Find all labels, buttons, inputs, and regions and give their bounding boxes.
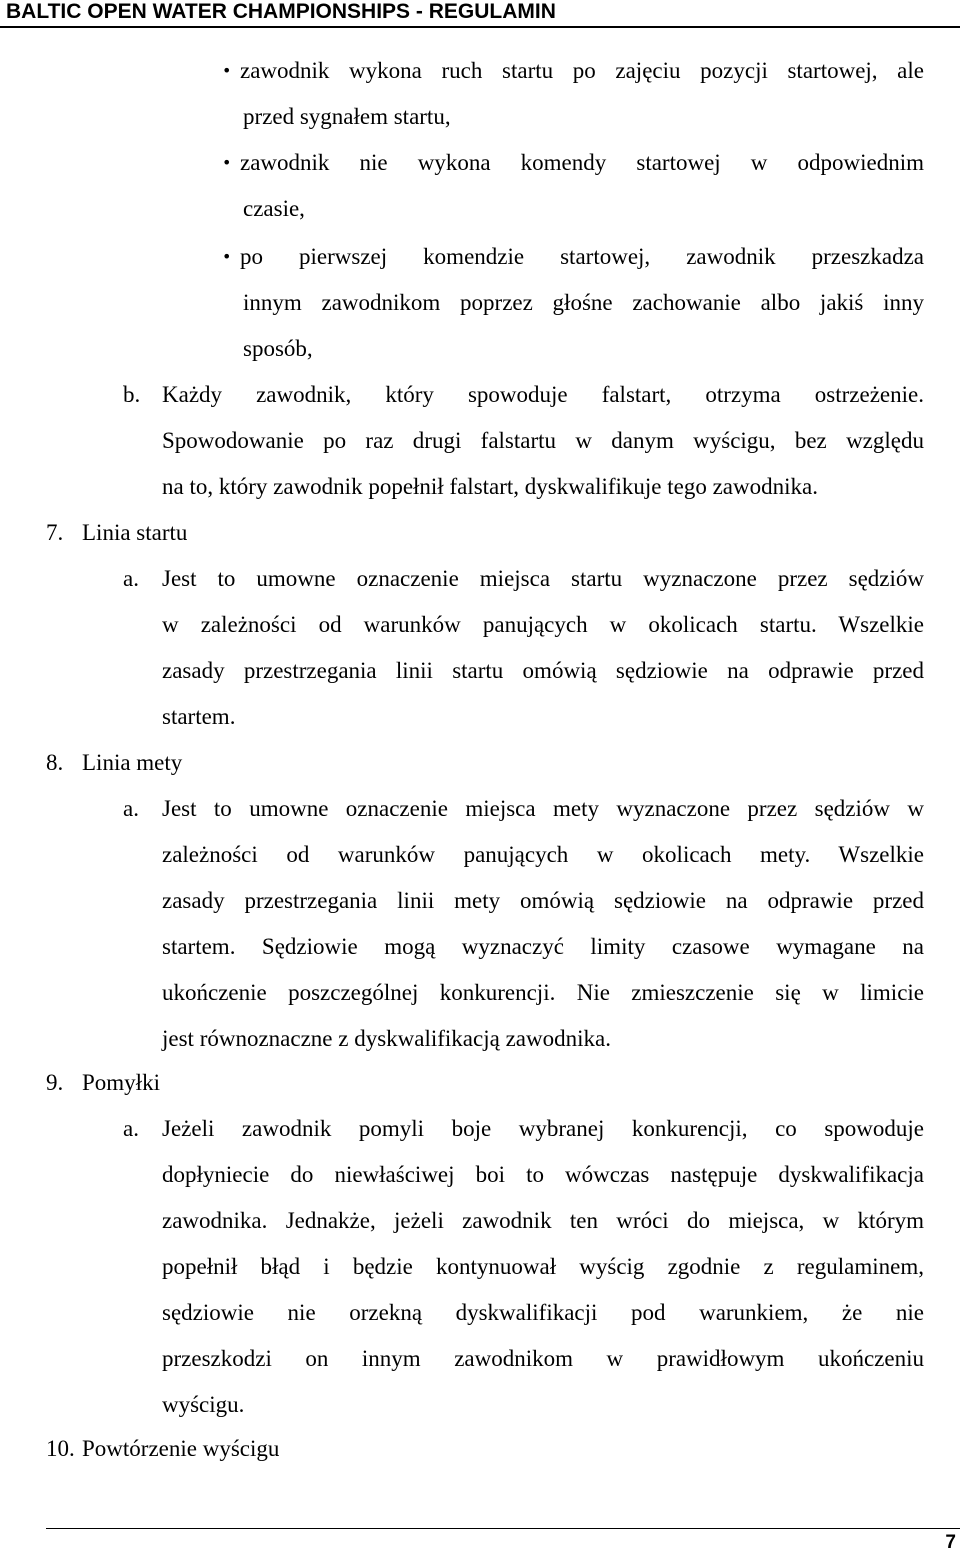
bullet-icon: • bbox=[222, 153, 232, 172]
section-number: 10. bbox=[46, 1436, 75, 1461]
item-b-line-2: Spowodowanie po raz drugi falstartu w danym wyścigu, bez względu bbox=[162, 428, 924, 453]
item-b-line-1: Każdy zawodnik, który spowoduje falstart, otrzyma ostrzeżenie. bbox=[162, 382, 924, 407]
section-7-line-3: zasady przestrzegania linii startu omówią sędziowie na odprawie przed bbox=[162, 658, 924, 683]
section-8-line-6: jest równoznaczne z dyskwalifikacją zawodnika. bbox=[162, 1026, 611, 1051]
bullet-icon: • bbox=[222, 247, 232, 266]
section-8-line-5: ukończenie poszczególnej konkurencji. Nie zmieszczenie się w limicie bbox=[162, 980, 924, 1005]
list-marker: a. bbox=[123, 796, 139, 821]
section-number: 9. bbox=[46, 1070, 64, 1095]
section-8-line-2: zależności od warunków panujących w okolicach mety. Wszelkie bbox=[162, 842, 924, 867]
bullet-1-line-2: przed sygnałem startu, bbox=[243, 104, 451, 129]
section-9-line-6: przeszkodzi on innym zawodnikom w prawidłowym ukończeniu bbox=[162, 1346, 924, 1371]
bullet-2-line-1: zawodnik nie wykona komendy startowej w odpowiednim bbox=[240, 150, 924, 175]
section-9-line-3: zawodnika. Jednakże, jeżeli zawodnik ten wróci do miejsca, w którym bbox=[162, 1208, 924, 1233]
section-7-line-4: startem. bbox=[162, 704, 236, 729]
list-marker: b. bbox=[123, 382, 141, 407]
section-title: Powtórzenie wyścigu bbox=[82, 1436, 280, 1461]
bullet-1-line-1: zawodnik wykona ruch startu po zajęciu pozycji startowej, ale bbox=[240, 58, 924, 83]
bullet-2-line-2: czasie, bbox=[243, 196, 305, 221]
list-marker: a. bbox=[123, 566, 139, 591]
section-7-line-2: w zależności od warunków panujących w okolicach startu. Wszelkie bbox=[162, 612, 924, 637]
section-8-line-3: zasady przestrzegania linii mety omówią sędziowie na odprawie przed bbox=[162, 888, 924, 913]
header-divider bbox=[0, 26, 960, 28]
section-number: 8. bbox=[46, 750, 64, 775]
section-9-line-5: sędziowie nie orzekną dyskwalifikacji pod warunkiem, że nie bbox=[162, 1300, 924, 1325]
section-title: Linia mety bbox=[82, 750, 183, 775]
bullet-3-line-3: sposób, bbox=[243, 336, 313, 361]
document-title: BALTIC OPEN WATER CHAMPIONSHIPS - REGULAMIN bbox=[6, 0, 556, 23]
section-9-line-1: Jeżeli zawodnik pomyli boje wybranej konkurencji, co spowoduje bbox=[162, 1116, 924, 1141]
section-9-line-7: wyścigu. bbox=[162, 1392, 245, 1417]
bullet-icon: • bbox=[222, 61, 232, 80]
page-number: 7 bbox=[945, 1532, 956, 1553]
section-9-line-4: popełnił błąd i będzie kontynuował wyścig zgodnie z regulaminem, bbox=[162, 1254, 924, 1279]
section-9-line-2: dopłyniecie do niewłaściwej boi to wówczas następuje dyskwalifikacja bbox=[162, 1162, 924, 1187]
section-7-line-1: Jest to umowne oznaczenie miejsca startu wyznaczone przez sędziów bbox=[162, 566, 924, 591]
section-number: 7. bbox=[46, 520, 64, 545]
list-marker: a. bbox=[123, 1116, 139, 1141]
item-b-line-3: na to, który zawodnik popełnił falstart, dyskwalifikuje tego zawodnika. bbox=[162, 474, 818, 499]
section-8-line-1: Jest to umowne oznaczenie miejsca mety wyznaczone przez sędziów w bbox=[162, 796, 924, 821]
footer-divider bbox=[46, 1528, 960, 1529]
bullet-3-line-1: po pierwszej komendzie startowej, zawodnik przeszkadza bbox=[240, 244, 924, 269]
section-title: Linia startu bbox=[82, 520, 188, 545]
section-8-line-4: startem. Sędziowie mogą wyznaczyć limity czasowe wymagane na bbox=[162, 934, 924, 959]
bullet-3-line-2: innym zawodnikom poprzez głośne zachowanie albo jakiś inny bbox=[243, 290, 924, 315]
section-title: Pomyłki bbox=[82, 1070, 160, 1095]
